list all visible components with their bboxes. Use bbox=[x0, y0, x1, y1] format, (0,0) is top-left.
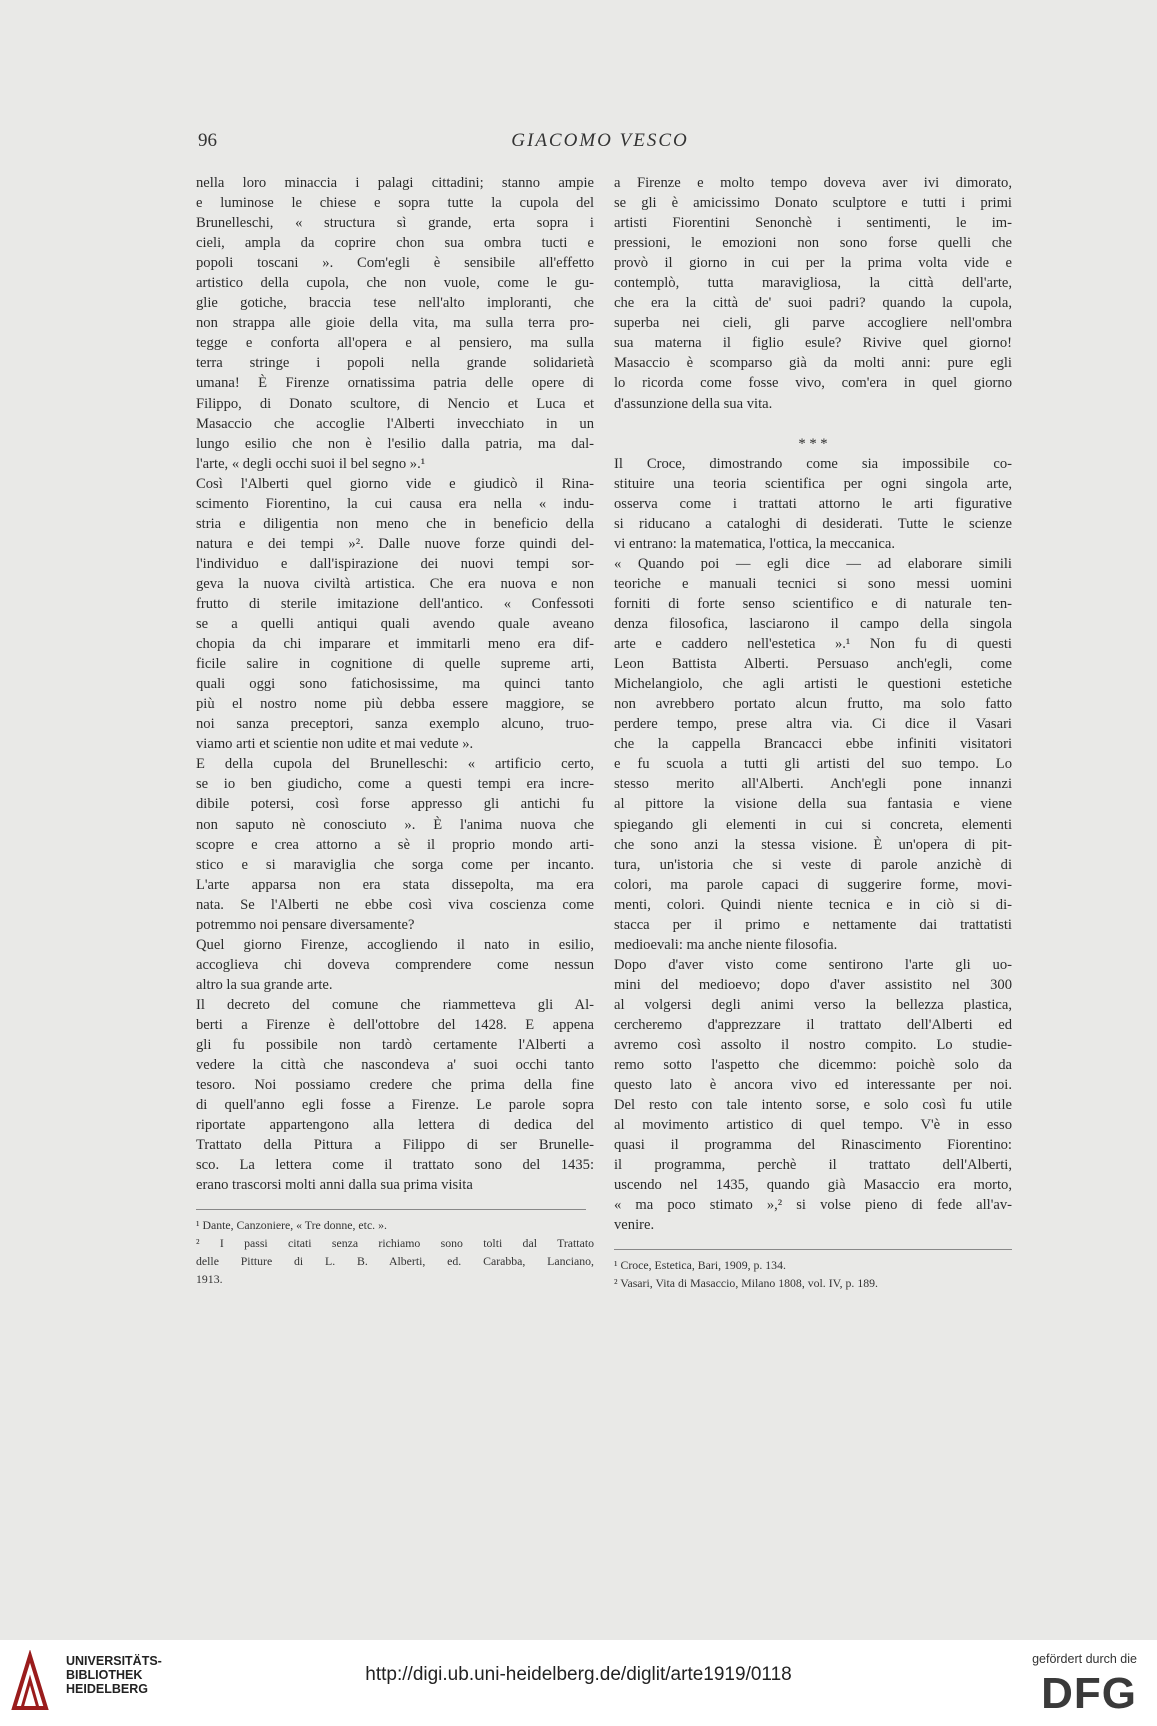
text-line: « ma poco stimato »,² si volse pieno di fede all'av- bbox=[614, 1197, 1012, 1214]
text-line: Del resto con tale intento sorse, e solo così fu utile bbox=[614, 1097, 1012, 1114]
text-line: vi entrano: la matematica, l'ottica, la meccanica. bbox=[614, 535, 895, 552]
text-line: Brunelleschi, « structura sì grande, erta sopra i bbox=[196, 215, 594, 232]
text-line: terra stringe i popoli nella grande solidarietà bbox=[196, 355, 594, 372]
text-line: denza filosofica, lasciarono il campo della singola bbox=[614, 616, 1012, 633]
text-line: perdere tempo, prese altra via. Ci dice il Vasari bbox=[614, 716, 1012, 733]
text-line: l'individuo e dall'ispirazione dei nuovi tempi sor- bbox=[196, 555, 594, 572]
text-line: stacca per il primo e nettamente dai trattatisti bbox=[614, 916, 1012, 933]
text-line: se io ben giudicho, come a questi tempi era incre- bbox=[196, 776, 594, 793]
text-line: d'assunzione della sua vita. bbox=[614, 395, 773, 412]
text-line: * * * bbox=[798, 435, 828, 452]
text-line: stico e si maraviglia che sorga come per incanto. bbox=[196, 856, 594, 873]
text-line: superba nei cieli, gli parve accogliere nell'ombra bbox=[614, 315, 1012, 332]
running-title: GIACOMO VESCO bbox=[511, 130, 689, 151]
text-line: berti a Firenze è dell'ottobre del 1428. E appena bbox=[196, 1016, 594, 1033]
text-line: non strappa alle gioie della vita, ma sulla terra pro- bbox=[196, 315, 594, 332]
text-line: che sono anzi la stessa visione. È un'opera di pit- bbox=[614, 836, 1012, 853]
text-line: cieli, ampla da coprire chon sua ombra tucti e bbox=[196, 235, 594, 252]
text-line: di quell'anno egli fosse a Firenze. Le parole sopra bbox=[196, 1097, 594, 1114]
text-line: sco. La lettera come il trattato sono del 1435: bbox=[196, 1157, 594, 1174]
text-line: lungo esilio che non è l'esilio dalla patria, ma dal- bbox=[196, 435, 594, 452]
footnote-line: ¹ Dante, Canzoniere, « Tre donne, etc. ». bbox=[196, 1218, 387, 1233]
text-line bbox=[614, 414, 1012, 434]
dfg-logo: DFG bbox=[1041, 1669, 1137, 1718]
text-line: colori, ma parole capaci di suggerire forme, movi- bbox=[614, 876, 1012, 893]
text-line: non saputo nè conosciuto ». È l'anima nuova che bbox=[196, 816, 594, 833]
text-line: Michelangiolo, che agli artisti le questioni estetiche bbox=[614, 676, 1012, 693]
text-line: Quel giorno Firenze, accogliendo il nato in esilio, bbox=[196, 936, 594, 953]
footnote-line: delle Pitture di L. B. Alberti, ed. Carabba, Lanciano, bbox=[196, 1254, 594, 1269]
institution-line: HEIDELBERG bbox=[66, 1682, 148, 1696]
text-line: sua materna il figlio esule? Rivive quel giorno! bbox=[614, 335, 1012, 352]
text-line: Dopo d'aver visto come sentirono l'arte gli uo- bbox=[614, 956, 1012, 973]
text-line: lo ricorda come fosse vivo, com'era in quel giorno bbox=[614, 375, 1012, 392]
text-line: questo lato è ancora vivo ed interessante per noi. bbox=[614, 1077, 1012, 1094]
text-line: medioevali: ma anche niente filosofia. bbox=[614, 936, 838, 953]
text-line: E della cupola del Brunelleschi: « artificio certo, bbox=[196, 756, 594, 773]
text-line: dibile potersi, così forse appresso gli antichi fu bbox=[196, 796, 594, 813]
text-line: al movimento artistico di quel tempo. V'è in esso bbox=[614, 1117, 1012, 1134]
text-line: ficile salire in cognitione di quelle supreme arti, bbox=[196, 656, 594, 673]
footnote-line: ² I passi citati senza richiamo sono tolti dal Trattato bbox=[196, 1236, 594, 1251]
text-line: vedere la città che nascondeva a' suoi occhi tanto bbox=[196, 1057, 594, 1074]
text-line: Il decreto del comune che riammetteva gli Al- bbox=[196, 996, 594, 1013]
text-line: glie gotiche, braccia tese nell'alto imploranti, che bbox=[196, 295, 594, 312]
text-line: L'arte apparsa non era stata dissepolta, ma era bbox=[196, 876, 594, 893]
text-line: contemplò, tutta maravigliosa, la città dell'arte, bbox=[614, 275, 1012, 292]
funded-by-text: gefördert durch die bbox=[1032, 1652, 1137, 1666]
text-line: teoriche e manuali tecnici si sono messi uomini bbox=[614, 575, 1012, 592]
right-column bbox=[614, 173, 1012, 1292]
text-line: Filippo, di Donato scultore, di Nencio et Luca et bbox=[196, 395, 594, 412]
text-line: artistico della cupola, che non vuole, come le gu- bbox=[196, 275, 594, 292]
left-column bbox=[196, 173, 594, 1288]
text-line: avremo così assolto il nostro compito. Lo studie- bbox=[614, 1037, 1012, 1054]
text-line: altro la sua grande arte. bbox=[196, 976, 333, 993]
text-line: quasi il programma del Rinascimento Fiorentino: bbox=[614, 1137, 1012, 1154]
text-line: chopia da chi imparare et immitarli meno era dif- bbox=[196, 636, 594, 653]
text-line: nata. Se l'Alberti ne ebbe così viva coscienza come bbox=[196, 896, 594, 913]
text-line: remo sotto l'aspetto che dicemmo: poichè solo da bbox=[614, 1057, 1012, 1074]
text-line: tesoro. Noi possiamo credere che prima della fine bbox=[196, 1077, 594, 1094]
text-line: accoglieva chi doveva comprendere come nessun bbox=[196, 956, 594, 973]
text-line: geva la nuova civiltà artistica. Che era nuova e non bbox=[196, 575, 594, 592]
text-line: osserva come i trattati attorno le arti figurative bbox=[614, 495, 1012, 512]
text-line: nella loro minaccia i palagi cittadini; stanno ampie bbox=[196, 175, 594, 191]
text-line: popoli toscani ». Com'egli è sensibile all'effetto bbox=[196, 255, 594, 272]
text-line: arte e caddero nell'estetica ».¹ Non fu di questi bbox=[614, 636, 1012, 653]
text-line: che la cappella Brancacci ebbe infiniti visitatori bbox=[614, 736, 1012, 753]
text-line: umana! È Firenze ornatissima patria delle opere di bbox=[196, 375, 594, 392]
page-number: 96 bbox=[198, 130, 217, 151]
text-line: venire. bbox=[614, 1217, 655, 1234]
text-line: quali oggi sono fatichosissime, ma quinci tanto bbox=[196, 676, 594, 693]
text-line: al pittore la visione della sua fantasia e viene bbox=[614, 796, 1012, 813]
text-line: il programma, perchè il trattato dell'Alberti, bbox=[614, 1157, 1012, 1174]
text-line: menti, colori. Quindi niente tecnica e in ciò si di- bbox=[614, 896, 1012, 913]
text-line: spiegando gli elementi in cui si concreta, elementi bbox=[614, 816, 1012, 833]
text-line: provò il giorno in cui per la prima volta vide e bbox=[614, 255, 1012, 272]
text-line: forniti di forte senso scientifico e di naturale ten- bbox=[614, 595, 1012, 612]
text-line: Masaccio è scomparso già da molti anni: pure egli bbox=[614, 355, 1012, 372]
text-line: tegge e conforta all'opera e al pensiero, ma sulla bbox=[196, 335, 594, 352]
text-line: se a quelli antiqui quali avendo quale aveano bbox=[196, 616, 594, 633]
text-line: stria e diligentia non meno che in beneficio della bbox=[196, 515, 594, 532]
text-line: scimento Fiorentino, la cui causa era nella « indu- bbox=[196, 495, 594, 512]
text-line: l'arte, « degli occhi suoi il bel segno ».¹ bbox=[196, 455, 426, 472]
text-line: se gli è amicissimo Donato sculptore e tutti i primi bbox=[614, 195, 1012, 212]
text-line: cercheremo d'apprezzare il trattato dell'Alberti ed bbox=[614, 1016, 1012, 1033]
footnotes bbox=[196, 1216, 594, 1288]
text-line: Masaccio che accoglie l'Alberti invecchiato in un bbox=[196, 415, 594, 432]
text-line: Così l'Alberti quel giorno vide e giudicò il Rina- bbox=[196, 475, 594, 492]
text-line: viamo arti et scientie non udite et mai vedute ». bbox=[196, 736, 474, 753]
institution-line: UNIVERSITÄTS- bbox=[66, 1654, 162, 1668]
text-line: e fu scuola a tutti gli artisti del suo tempo. Lo bbox=[614, 756, 1012, 773]
permalink-url[interactable]: http://digi.ub.uni-heidelberg.de/diglit/arte1919/0118 bbox=[365, 1664, 792, 1685]
text-line: non avrebbero portato alcun frutto, ma solo fatto bbox=[614, 696, 1012, 713]
text-line: erano trascorsi molti anni dalla sua prima visita bbox=[196, 1177, 473, 1194]
text-line: pressioni, le emozioni non sono forse quelli che bbox=[614, 235, 1012, 252]
text-line: che era la città de' suoi padri? quando la cupola, bbox=[614, 295, 1012, 312]
text-line: stesso merito all'Alberti. Anch'egli pone innanzi bbox=[614, 776, 1012, 793]
text-line: al volgersi degli animi verso la bellezza plastica, bbox=[614, 996, 1012, 1013]
text-line: scopre e crea attorno a sè il proprio mondo arti- bbox=[196, 836, 594, 853]
text-line: mini del medioevo; dopo d'aver assistito nel 300 bbox=[614, 976, 1012, 993]
text-line: « Quando poi — egli dice — ad elaborare simili bbox=[614, 555, 1012, 572]
text-line: gli fu possibile non tardò certamente l'Alberti a bbox=[196, 1037, 594, 1054]
page-header bbox=[190, 130, 1010, 156]
text-line: natura e dei tempi »². Dalle nuove forze quindi del- bbox=[196, 535, 594, 552]
footnote-line: ¹ Croce, Estetica, Bari, 1909, p. 134. bbox=[614, 1258, 786, 1273]
text-line: noi sanza preceptori, sanza exemplo alcuno, truo- bbox=[196, 716, 594, 733]
footnote-divider bbox=[614, 1249, 1012, 1250]
text-line: uscendo nel 1435, quando già Masaccio era morto, bbox=[614, 1177, 1012, 1194]
footnote-line: 1913. bbox=[196, 1272, 223, 1287]
footnotes bbox=[614, 1256, 1012, 1292]
text-line: stituire una teoria scientifica per ogni singola arte, bbox=[614, 475, 1012, 492]
institution-line: BIBLIOTHEK bbox=[66, 1668, 143, 1682]
text-line: Leon Battista Alberti. Persuaso anch'egli, come bbox=[614, 656, 1012, 673]
footnote-divider bbox=[196, 1209, 586, 1210]
text-line: potremmo noi pensare diversamente? bbox=[196, 916, 415, 933]
text-line: frutto di sterile imitazione dell'antico. « Confessoti bbox=[196, 595, 594, 612]
text-line: Il Croce, dimostrando come sia impossibile co- bbox=[614, 455, 1012, 472]
footnote-line: ² Vasari, Vita di Masaccio, Milano 1808, vol. IV, p. 189. bbox=[614, 1276, 878, 1291]
text-line: artisti Fiorentini Senonchè i sentimenti, le im- bbox=[614, 215, 1012, 232]
text-line: si riducano a cataloghi di desiderati. Tutte le scienze bbox=[614, 515, 1012, 532]
text-line: e luminose le chiese e sopra tutte la cupola del bbox=[196, 195, 594, 212]
text-line: tura, un'istoria che si veste di parole anzichè di bbox=[614, 856, 1012, 873]
text-line: Trattato della Pittura a Filippo di ser Brunelle- bbox=[196, 1137, 594, 1154]
text-line: più el nostro nome più debba essere maggiore, se bbox=[196, 696, 594, 713]
text-line: a Firenze e molto tempo doveva aver ivi dimorato, bbox=[614, 175, 1012, 191]
text-line: riportate appartengono alla lettera di dedica del bbox=[196, 1117, 594, 1134]
